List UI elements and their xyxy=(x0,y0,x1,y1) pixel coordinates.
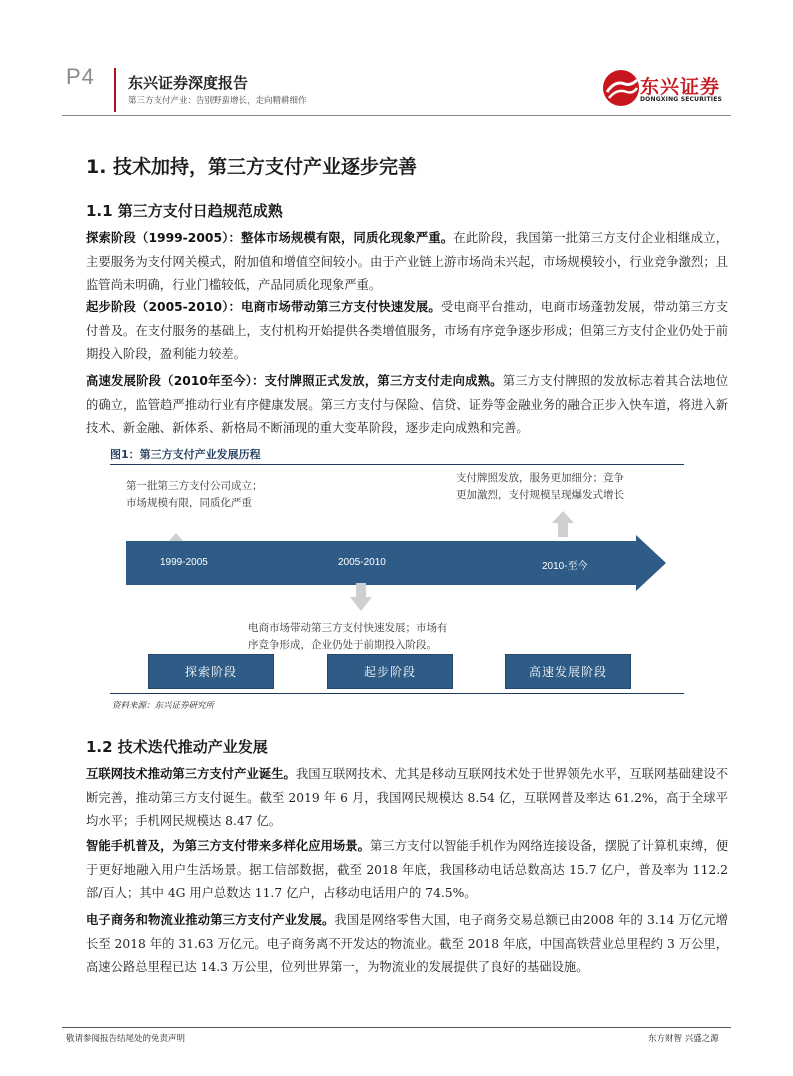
page-number: P4 xyxy=(66,64,95,89)
figure-source: 资料来源：东兴证券研究所 xyxy=(112,701,215,711)
paragraph-smartphone: 智能手机普及，为第三方支付带来多样化应用场景。第三方支付以智能手机作为网络连接设备，摆脱了计算机束缚，便于更好地融入用户生活场景。据工信部数据，截至 2018 年底，我国移动电话总数高达 15.7 亿户，普及率为 112.2 部/百人；其中 4G 用户总数达 11.7 亿户，占移动电话用户的 74.5%。 xyxy=(86,839,728,900)
paragraph-ecommerce-logistics: 电子商务和物流业推动第三方支付产业发展。我国是网络零售大国，电子商务交易总额已由2008 年的 3.14 万亿元增长至 2018 年的 31.63 万亿元。电子商务离不开发达的物流业。截至 2018 年底，中国高铁营业总里程约 3 万公里，高速公路总里程已达 14.3 万公里，位列世界第一，为物流业的发展提供了良好的基础设施。 xyxy=(86,913,728,974)
header-divider xyxy=(114,68,116,112)
logo-subtext: DONGXING SECURITIES xyxy=(640,96,723,103)
stage-box-rapid-growth: 高速发展阶段 xyxy=(505,654,631,689)
footer-rule xyxy=(62,1027,731,1028)
subsection-heading-1-1: 1.1 第三方支付日趋规范成熟 xyxy=(86,202,283,220)
footer-slogan: 东方财智 兴盛之源 xyxy=(648,1034,719,1044)
timeline-label-2005-2010: 2005-2010 xyxy=(338,557,386,568)
logo-text: 东兴证券 xyxy=(640,76,721,98)
stage2-note: 电商市场带动第三方支付快速发展；市场有 序竞争形成，企业仍处于前期投入阶段。 xyxy=(248,622,448,651)
report-subtitle: 第三方支付产业：告别野蛮增长，走向精耕细作 xyxy=(128,96,307,106)
paragraph-rapid-growth-stage: 高速发展阶段（2010年至今）：支付牌照正式发放，第三方支付走向成熟。第三方支付牌照的发放标志着其合法地位的确立，监管趋严推动行业有序健康发展。第三方支付与保险、信贷、证券等金融业务的融合正步入快车道，将进入新技术、新金融、新体系、新格局不断涌现的重大变革阶段，逐步走向成熟和完善。 xyxy=(86,374,728,435)
subsection-heading-1-2: 1.2 技术迭代推动产业发展 xyxy=(86,738,268,756)
header-rule xyxy=(62,115,731,116)
paragraph-startup-stage: 起步阶段（2005-2010）：电商市场带动第三方支付快速发展。受电商平台推动，电商市场蓬勃发展，带动第三方支付普及。在支付服务的基础上，支付机构开始提供各类增值服务，市场有序竞争逐步形成；但第三方支付企业仍处于前期投入阶段，盈利能力较差。 xyxy=(86,300,728,361)
figure-bottom-rule xyxy=(110,693,684,694)
stage-box-startup: 起步阶段 xyxy=(327,654,453,689)
report-title: 东兴证券深度报告 xyxy=(128,74,249,92)
section-heading: 1. 技术加持，第三方支付产业逐步完善 xyxy=(86,156,418,178)
timeline-label-2010-now: 2010-至今 xyxy=(542,561,588,572)
footer-disclaimer: 敬请参阅报告结尾处的免责声明 xyxy=(66,1034,186,1044)
figure-top-rule xyxy=(110,464,684,465)
figure-title: 图1：第三方支付产业发展历程 xyxy=(110,448,261,461)
stage3-up-arrow xyxy=(552,511,574,537)
stage1-note: 第一批第三方支付公司成立； 市场规模有限，同质化严重 xyxy=(126,480,263,509)
stage3-note: 支付牌照发放，服务更加细分；竞争 更加激烈，支付规模呈现爆发式增长 xyxy=(456,472,624,501)
timeline-label-1999-2005: 1999-2005 xyxy=(160,557,208,568)
paragraph-internet-tech: 互联网技术推动第三方支付产业诞生。我国互联网技术、尤其是移动互联网技术处于世界领先水平，互联网基础建设不断完善，推动第三方支付诞生。截至 2019 年 6 月，我国网民规模达 8.54 亿，互联网普及率达 61.2%，高于全球平均水平；手机网民规模达 8.47 亿。 xyxy=(86,767,728,828)
stage-box-exploration: 探索阶段 xyxy=(148,654,274,689)
stage2-down-arrow xyxy=(350,583,372,611)
paragraph-exploration-stage: 探索阶段（1999-2005）：整体市场规模有限，同质化现象严重。在此阶段，我国第一批第三方支付企业相继成立，主要服务为支付网关模式，附加值和增值空间较小。由于产业链上游市场尚未兴起，市场规模较小，行业竞争激烈；且监管尚未明确，行业门槛较低，产品同质化现象严重。 xyxy=(86,231,728,292)
